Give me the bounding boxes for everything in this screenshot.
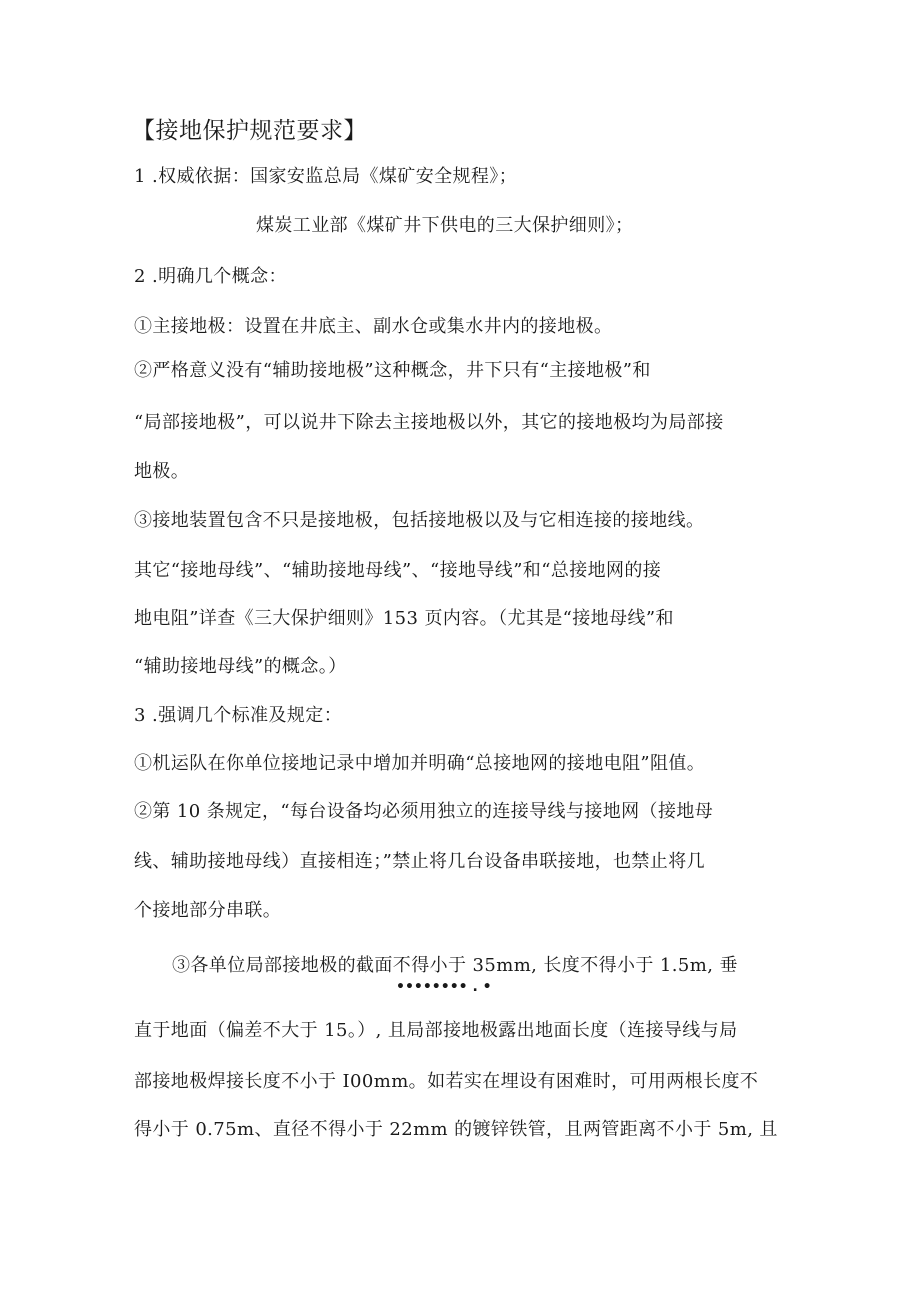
paragraph-line: ①机运队在你单位接地记录中增加并明确“总接地网的接地电阻”阻值。 <box>134 753 706 774</box>
paragraph-line: 煤炭工业部《煤矿井下供电的三大保护细则》； <box>256 215 634 236</box>
paragraph-line: 线、辅助接地母线）直接相连；”禁止将几台设备串联接地，也禁止将几 <box>134 851 705 872</box>
paragraph-line: ②严格意义没有“辅助接地极”这种概念，井下只有“主接地极”和 <box>134 360 651 381</box>
emphasis-dots: •••••••• . • <box>396 979 492 995</box>
paragraph-line: ①主接地极：设置在井底主、副水仓或集水井内的接地极。 <box>134 316 613 337</box>
paragraph-line: 个接地部分串联。 <box>134 900 282 921</box>
paragraph-line: ②第 10 条规定，“每台设备均必须用独立的连接导线与接地网（接地母 <box>134 801 714 822</box>
paragraph-line: 直于地面（偏差不大于 15。）, 且局部接地极露出地面长度（连接导线与局 <box>134 1020 738 1041</box>
paragraph-line: 其它“接地母线”、“辅助接地母线”、“接地导线”和“总接地网的接 <box>134 560 662 581</box>
paragraph-line: ③各单位局部接地极的截面不得小于 35mm, 长度不得小于 1.5m, 垂 <box>172 955 738 976</box>
paragraph-line: 1 .权威依据：国家安监总局《煤矿安全规程》； <box>134 166 518 187</box>
paragraph-line: 3 .强调几个标准及规定： <box>134 705 343 726</box>
document-title: 【接地保护规范要求】 <box>132 118 367 144</box>
paragraph-line: 地电阻”详查《三大保护细则》153 页内容。（尤其是“接地母线”和 <box>134 608 674 629</box>
paragraph-line: “局部接地极”，可以说井下除去主接地极以外，其它的接地极均为局部接 <box>134 412 724 433</box>
paragraph-line: 2 .明确几个概念： <box>134 266 287 287</box>
paragraph-line: 地极。 <box>134 461 190 482</box>
paragraph-line: “辅助接地母线”的概念。） <box>134 656 347 677</box>
paragraph-line: ③接地装置包含不只是接地极，包括接地极以及与它相连接的接地线。 <box>134 510 705 531</box>
paragraph-line: 部接地极焊接长度不小于 I00mm。如若实在埋设有困难时，可用两根长度不 <box>134 1071 759 1092</box>
paragraph-line: 得小于 0.75m、直径不得小于 22mm 的镀锌铁管，且两管距离不小于 5m, 且 <box>134 1119 778 1140</box>
